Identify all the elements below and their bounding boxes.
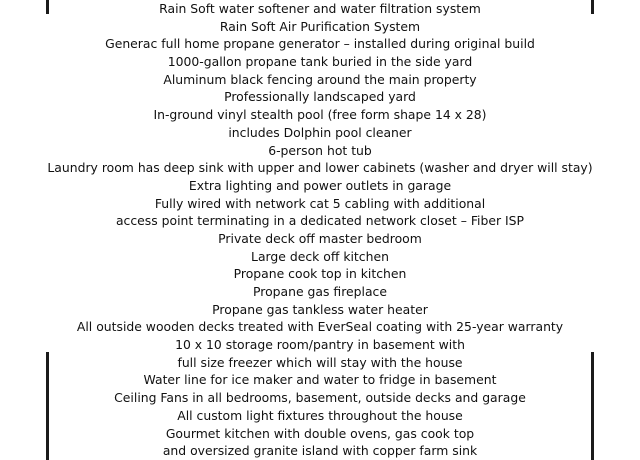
feature-item: Rain Soft water softener and water filtration system [159, 1, 481, 16]
feature-item: Private deck off master bedroom [218, 230, 422, 246]
feature-item: Extra lighting and power outlets in garage [188, 177, 452, 193]
feature-item: Large deck off kitchen [251, 248, 389, 264]
feature-item: Propane gas fireplace [253, 284, 387, 299]
feature-item: Professionally landscaped yard [224, 89, 416, 105]
feature-item: full size freezer which will stay with the house [177, 354, 463, 370]
feature-item: Propane gas tankless water heater [212, 301, 428, 317]
feature-item: 10 x 10 storage room/pantry in basement with [175, 337, 465, 353]
feature-item: All custom light fixtures throughout the house [177, 407, 463, 423]
feature-item: Gourmet kitchen with double ovens, gas cook top [165, 425, 475, 441]
feature-item: and oversized granite island with copper farm sink [162, 443, 478, 459]
feature-item: Ceiling Fans in all bedrooms, basement, outside decks and garage [114, 390, 526, 406]
feature-item: Laundry room has deep sink with upper and lower cabinets (washer and dryer will stay) [47, 160, 593, 176]
feature-item: access point terminating in a dedicated network closet – Fiber ISP [115, 213, 525, 229]
feature-item: Fully wired with network cat 5 cabling with additional [154, 195, 486, 211]
feature-item: All outside wooden decks treated with EverSeal coating with 25-year warranty [76, 319, 564, 335]
feature-item: 6-person hot tub [268, 142, 372, 158]
feature-item: Propane cook top in kitchen [233, 266, 407, 282]
feature-item: In-ground vinyl stealth pool (free form shape 14 x 28) [153, 107, 487, 123]
feature-item: 1000-gallon propane tank buried in the side yard [167, 54, 473, 70]
feature-item: Water line for ice maker and water to fridge in basement [143, 372, 497, 388]
feature-item: Generac full home propane generator – installed during original build [105, 36, 535, 52]
feature-item: Rain Soft Air Purification System [219, 18, 421, 34]
feature-item: includes Dolphin pool cleaner [228, 124, 412, 140]
feature-item: Aluminum black fencing around the main property [163, 71, 477, 87]
